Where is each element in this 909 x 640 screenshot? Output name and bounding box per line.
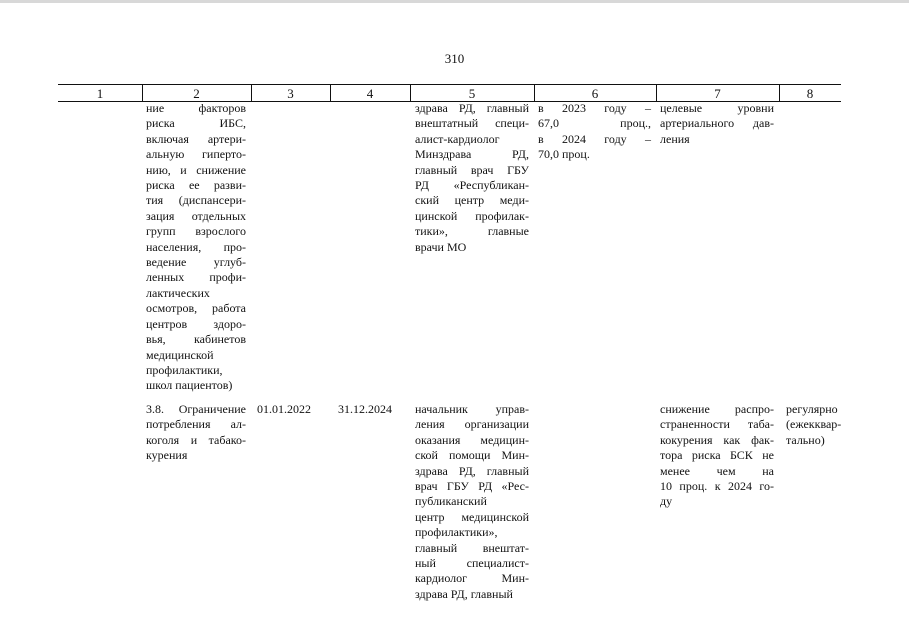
column-header: 7 [714,86,721,101]
cell-line: осмотров, работа [146,301,246,316]
cell-line: коголя и табако- [146,432,246,447]
cell-line: центров здоро- [146,316,246,331]
cell-line: главный врач ГБУ [415,162,529,177]
cell-line: профилактики», [415,525,498,540]
cell-line: ления [660,131,690,146]
cell-line: ду [660,494,673,509]
cell-line: ской помощи Мин- [415,448,529,463]
cell-line: кокурения как фак- [660,432,774,447]
cell-line: оказания медицин- [415,432,529,447]
column-header: 4 [366,86,374,101]
cell-line: 70,0 проц. [538,147,590,162]
cell-line: профилактики, [146,362,223,377]
cell-line: врач ГБУ РД «Рес- [415,479,529,494]
cell-line: групп взрослого [146,224,246,239]
cell-line: тия (диспансери- [146,193,246,208]
column-header: 1 [96,86,104,101]
cell-line: регулярно [786,402,838,416]
row2-col5-text [415,402,529,602]
cell-line: внештатный специ- [415,116,529,131]
row2-start-date: 01.01.2022 [257,402,311,416]
cell-line: РД «Республикан- [415,178,529,193]
cell-line: здрава РД, главный [415,463,529,478]
cell-line: ный специалист- [415,556,529,571]
cell-line: в 2023 году – [538,101,651,115]
column-header: 8 [806,86,814,101]
row2-col7-text [660,402,774,510]
row1-col6-text [538,101,651,163]
cell-line: кардиолог Мин- [415,571,529,586]
cell-line: менее чем на [660,463,774,478]
cell-line: здрава РД, главный [415,586,513,601]
cell-line: в 2024 году – [538,131,651,146]
cell-line: населения, про- [146,239,246,254]
column-header: 6 [591,86,599,101]
cell-line: снижение распро- [660,402,774,416]
row1-col5-text [415,101,529,255]
cell-line: тора риска БСК не [660,448,774,463]
column-header: 5 [468,86,476,101]
cell-line: школ пациентов) [146,378,233,393]
cell-line: цинской профилак- [415,208,529,223]
cell-line: зация отдельных [146,208,246,223]
cell-line: Минздрава РД, [415,147,529,162]
cell-line: тально) [786,432,825,447]
row2-col2-text [146,402,246,464]
row2-end-date: 31.12.2024 [338,402,392,416]
cell-line: ленных профи- [146,270,246,285]
cell-line: нию, и снижение [146,162,246,177]
cell-line: центр медицинской [415,509,529,524]
cell-line: медицинской [146,347,214,362]
cell-line: ведение углуб- [146,255,246,270]
row1-col2-text [146,101,246,394]
column-header: 2 [193,86,200,101]
cell-line: артериального дав- [660,116,774,131]
cell-line: врачи МО [415,239,467,254]
page-number: 310 [444,51,465,66]
cell-line: включая артери- [146,131,246,146]
cell-line: главный внештат- [415,540,529,555]
cell-line: альную гиперто- [146,147,246,162]
cell-line: вья, кабинетов [146,332,246,347]
cell-line: страненности таба- [660,417,774,432]
cell-line: 3.8. Ограничение [146,402,246,416]
cell-line: 67,0 проц., [538,116,651,131]
page-top-edge [0,0,909,3]
cell-line: целевые уровни [660,101,774,115]
cell-line: тики», главные [415,224,529,239]
cell-line: (ежекквар- [786,417,842,432]
cell-line: алист-кардиолог [415,131,500,146]
cell-line: риска ИБС, [146,116,246,131]
cell-line: риска ее разви- [146,178,246,193]
column-header: 3 [287,86,294,101]
cell-line: здрава РД, главный [415,101,529,115]
cell-line: лактических [146,285,210,300]
cell-line: 10 проц. к 2024 го- [660,479,774,494]
cell-line: ления организации [415,417,529,432]
cell-line: начальник управ- [415,402,529,416]
row2-col8-text [786,402,846,448]
cell-line: ние факторов [146,101,246,115]
cell-line: публиканский [415,494,487,509]
cell-line: курения [146,448,188,463]
cell-line: ский центр меди- [415,193,529,208]
cell-line: потребления ал- [146,417,246,432]
row1-col7-text [660,101,774,147]
